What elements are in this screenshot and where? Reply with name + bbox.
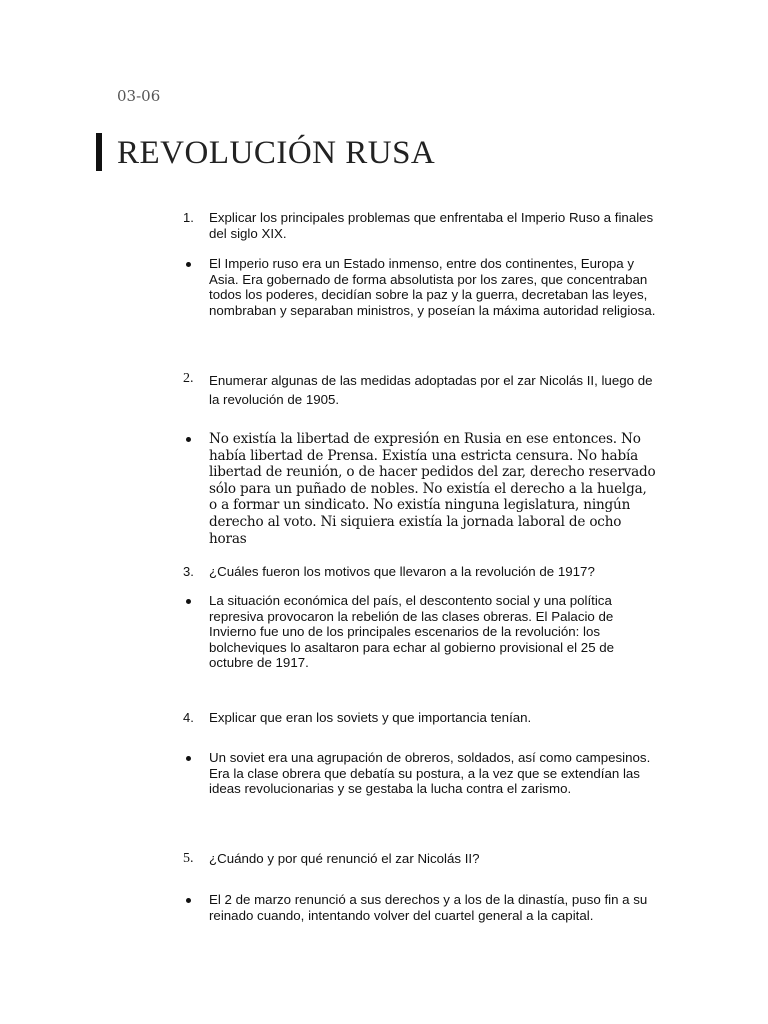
- question-text: ¿Cuándo y por qué renunció el zar Nicolás II?: [209, 851, 480, 866]
- page-title: REVOLUCIÓN RUSA: [117, 135, 436, 171]
- answer-item-2: [183, 431, 658, 547]
- question-text: Explicar que eran los soviets y que importancia tenían.: [209, 710, 532, 725]
- answer-text: Un soviet era una agrupación de obreros, soldados, así como campesinos. Era la clase obrera que debatía su postura, a la vez que se extendían las ideas revolucionarias y se gestaba la lucha contra el zarismo.: [209, 750, 651, 797]
- question-text: Explicar los principales problemas que enfrentaba el Imperio Ruso a finales del siglo XIX.: [209, 210, 654, 241]
- answer-item-4: [183, 750, 658, 797]
- question-number: 5.: [183, 851, 194, 866]
- question-text: ¿Cuáles fueron los motivos que llevaron a la revolución de 1917?: [209, 564, 595, 579]
- bullet-icon: [186, 599, 191, 604]
- answer-text: La situación económica del país, el descontento social y una política represiva provocaron la rebelión de las clases obreras. El Palacio de Invierno fue uno de los principales escenarios de la revolución: los bolcheviques lo asaltaron para echar al gobierno provisional el 25 de octubre de 1917.: [209, 593, 615, 671]
- question-number: 2.: [183, 371, 194, 386]
- bullet-icon: [186, 756, 191, 761]
- answer-text: No existía la libertad de expresión en Rusia en ese entonces. No había libertad de Prensa. Existía una estricta censura. No había libertad de reunión, o de hacer pedidos del zar, derecho reservado sólo para un puñado de nobles. No existía el derecho a la huelga, o a formar un sindicato. No existía ninguna legislatura, ningún derecho al voto. Ni siquiera existía la jornada laboral de ocho horas: [209, 431, 656, 547]
- question-item-4: [183, 710, 658, 726]
- question-text: Enumerar algunas de las medidas adoptadas por el zar Nicolás II, luego de la revolución de 1905.: [209, 373, 653, 407]
- question-number: 3.: [183, 564, 194, 579]
- question-item-3: [183, 564, 658, 580]
- answer-item-5: [183, 892, 658, 923]
- bullet-icon: [186, 898, 191, 903]
- document-date: 03-06: [117, 87, 161, 105]
- title-accent-bar: [96, 133, 102, 171]
- question-number: 1.: [183, 210, 194, 225]
- question-number: 4.: [183, 710, 194, 725]
- bullet-icon: [186, 437, 191, 442]
- question-item-5: [183, 851, 658, 867]
- question-item-2: [183, 371, 658, 409]
- question-item-1: [183, 210, 658, 241]
- answer-item-1: [183, 256, 658, 318]
- bullet-icon: [186, 262, 191, 267]
- answer-item-3: [183, 593, 658, 671]
- answer-text: El 2 de marzo renunció a sus derechos y a los de la dinastía, puso fin a su reinado cuando, intentando volver del cuartel general a la capital.: [209, 892, 648, 923]
- answer-text: El Imperio ruso era un Estado inmenso, entre dos continentes, Europa y Asia. Era gobernado de forma absolutista por los zares, que concentraban todos los poderes, decidían sobre la paz y la guerra, decretaban las leyes, nombraban y separaban ministros, y poseían la máxima autoridad religiosa.: [209, 256, 656, 318]
